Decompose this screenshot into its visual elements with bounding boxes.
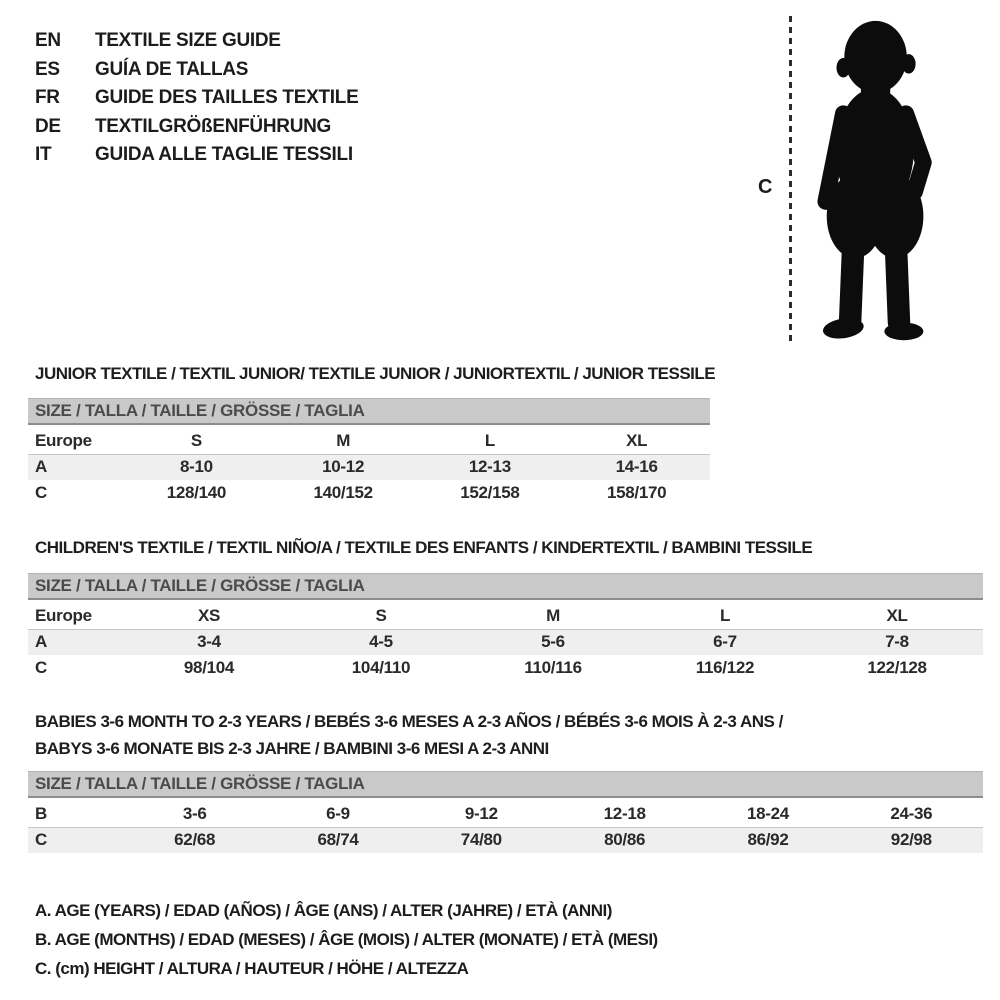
size-cell: 18-24: [696, 801, 839, 827]
language-code: DE: [35, 115, 61, 137]
size-cell: 8-10: [123, 454, 270, 480]
size-cell: 128/140: [166, 483, 227, 502]
footnote: B. AGE (MONTHS) / EDAD (MESES) / ÂGE (MOIS) / ALTER (MONATE) / ETÀ (MESI): [35, 930, 658, 949]
row-label: A: [28, 454, 123, 480]
size-cell: 152/158: [460, 483, 520, 502]
language-row: [35, 113, 358, 142]
language-row: [35, 27, 358, 56]
size-cell: 74/80: [410, 827, 553, 853]
table-row: [28, 827, 983, 853]
language-title: TEXTILGRÖßENFÜHRUNG: [95, 115, 332, 137]
children-section: [28, 573, 983, 681]
size-cell: L: [639, 603, 811, 629]
language-code: ES: [35, 58, 60, 80]
row-label: A: [28, 629, 123, 655]
footnote: C. (cm) HEIGHT / ALTURA / HAUTEUR / HÖHE / ALTEZZA: [35, 959, 469, 978]
junior-section: [28, 398, 710, 506]
size-cell: S: [123, 428, 270, 454]
babies-title-line: BABYS 3-6 MONATE BIS 2-3 JAHRE / BAMBINI 3-6 MESI A 2-3 ANNI: [35, 739, 549, 758]
table-row: [28, 629, 983, 655]
babies-size-table: [28, 801, 983, 853]
size-cell: M: [270, 428, 417, 454]
language-row: [35, 141, 358, 170]
row-label: B: [28, 801, 123, 827]
row-label: C: [35, 658, 47, 677]
size-cell: 9-12: [410, 801, 553, 827]
table-row: [28, 454, 710, 480]
size-cell: 80/86: [553, 827, 696, 853]
size-cell: 12-18: [553, 801, 696, 827]
size-cell: XL: [811, 603, 983, 629]
language-row: [35, 84, 358, 113]
size-cell: 158/170: [606, 483, 667, 502]
size-cell: 6-7: [639, 629, 811, 655]
size-cell: 62/68: [123, 827, 266, 853]
table-row: [28, 655, 983, 681]
size-cell: 4-5: [295, 629, 467, 655]
table-row: [28, 480, 710, 506]
height-measure-line: [789, 16, 792, 346]
size-header-bar: SIZE / TALLA / TAILLE / GRÖSSE / TAGLIA: [28, 771, 983, 798]
size-cell: 104/110: [351, 658, 411, 677]
table-row: [28, 428, 710, 454]
size-cell: 7-8: [811, 629, 983, 655]
language-code: FR: [35, 87, 60, 108]
language-title: TEXTILE SIZE GUIDE: [95, 30, 281, 51]
size-cell: XL: [563, 428, 710, 454]
language-title: GUÍA DE TALLAS: [95, 58, 249, 80]
row-label: C: [28, 827, 123, 853]
size-cell: 10-12: [270, 454, 417, 480]
size-cell: M: [467, 603, 639, 629]
size-cell: 98/104: [183, 658, 235, 677]
size-cell: 116/122: [695, 658, 755, 677]
size-cell: XS: [123, 603, 295, 629]
size-cell: 12-13: [417, 454, 564, 480]
footnotes: [35, 896, 658, 983]
babies-section-title: [35, 708, 783, 762]
size-cell: 24-36: [840, 801, 983, 827]
babies-title-line: BABIES 3-6 MONTH TO 2-3 YEARS / BEBÉS 3-6 MESES A 2-3 AÑOS / BÉBÉS 3-6 MOIS À 2-3 ANS /: [35, 712, 783, 731]
size-cell: 92/98: [840, 827, 983, 853]
footnote: A. AGE (YEARS) / EDAD (AÑOS) / ÂGE (ANS) / ALTER (JAHRE) / ETÀ (ANNI): [35, 901, 612, 920]
toddler-silhouette-icon: [800, 16, 955, 348]
size-cell: 86/92: [696, 827, 839, 853]
size-cell: 140/152: [313, 483, 373, 502]
children-section-title: CHILDREN'S TEXTILE / TEXTIL NIÑO/A / TEXTILE DES ENFANTS / KINDERTEXTIL / BAMBINI TESSILE: [35, 538, 813, 557]
size-cell: 5-6: [467, 629, 639, 655]
table-row: [28, 603, 983, 629]
row-label: C: [35, 483, 47, 502]
size-cell: 3-4: [123, 629, 295, 655]
size-cell: 3-6: [123, 801, 266, 827]
language-title: GUIDA ALLE TAGLIE TESSILI: [95, 144, 353, 165]
size-cell: 122/128: [867, 658, 927, 677]
language-code: IT: [35, 144, 52, 165]
size-cell: S: [295, 603, 467, 629]
language-row: [35, 56, 358, 85]
size-cell: 68/74: [266, 827, 409, 853]
junior-size-table: [28, 428, 710, 506]
size-header-bar: SIZE / TALLA / TAILLE / GRÖSSE / TAGLIA: [28, 573, 983, 600]
language-title-list: [35, 27, 358, 170]
size-cell: 110/116: [524, 658, 582, 677]
language-title: GUIDE DES TAILLES TEXTILE: [95, 87, 359, 108]
size-cell: L: [417, 428, 564, 454]
children-size-table: [28, 603, 983, 681]
height-measure-label: C: [758, 176, 773, 198]
row-label: Europe: [28, 428, 123, 454]
language-code: EN: [35, 30, 61, 51]
size-cell: 14-16: [563, 454, 710, 480]
table-row: [28, 801, 983, 827]
junior-section-title: JUNIOR TEXTILE / TEXTIL JUNIOR/ TEXTILE JUNIOR / JUNIORTEXTIL / JUNIOR TESSILE: [35, 364, 716, 383]
row-label: Europe: [28, 603, 123, 629]
size-header-bar: SIZE / TALLA / TAILLE / GRÖSSE / TAGLIA: [28, 398, 710, 425]
babies-section: [28, 771, 983, 853]
size-cell: 6-9: [266, 801, 409, 827]
